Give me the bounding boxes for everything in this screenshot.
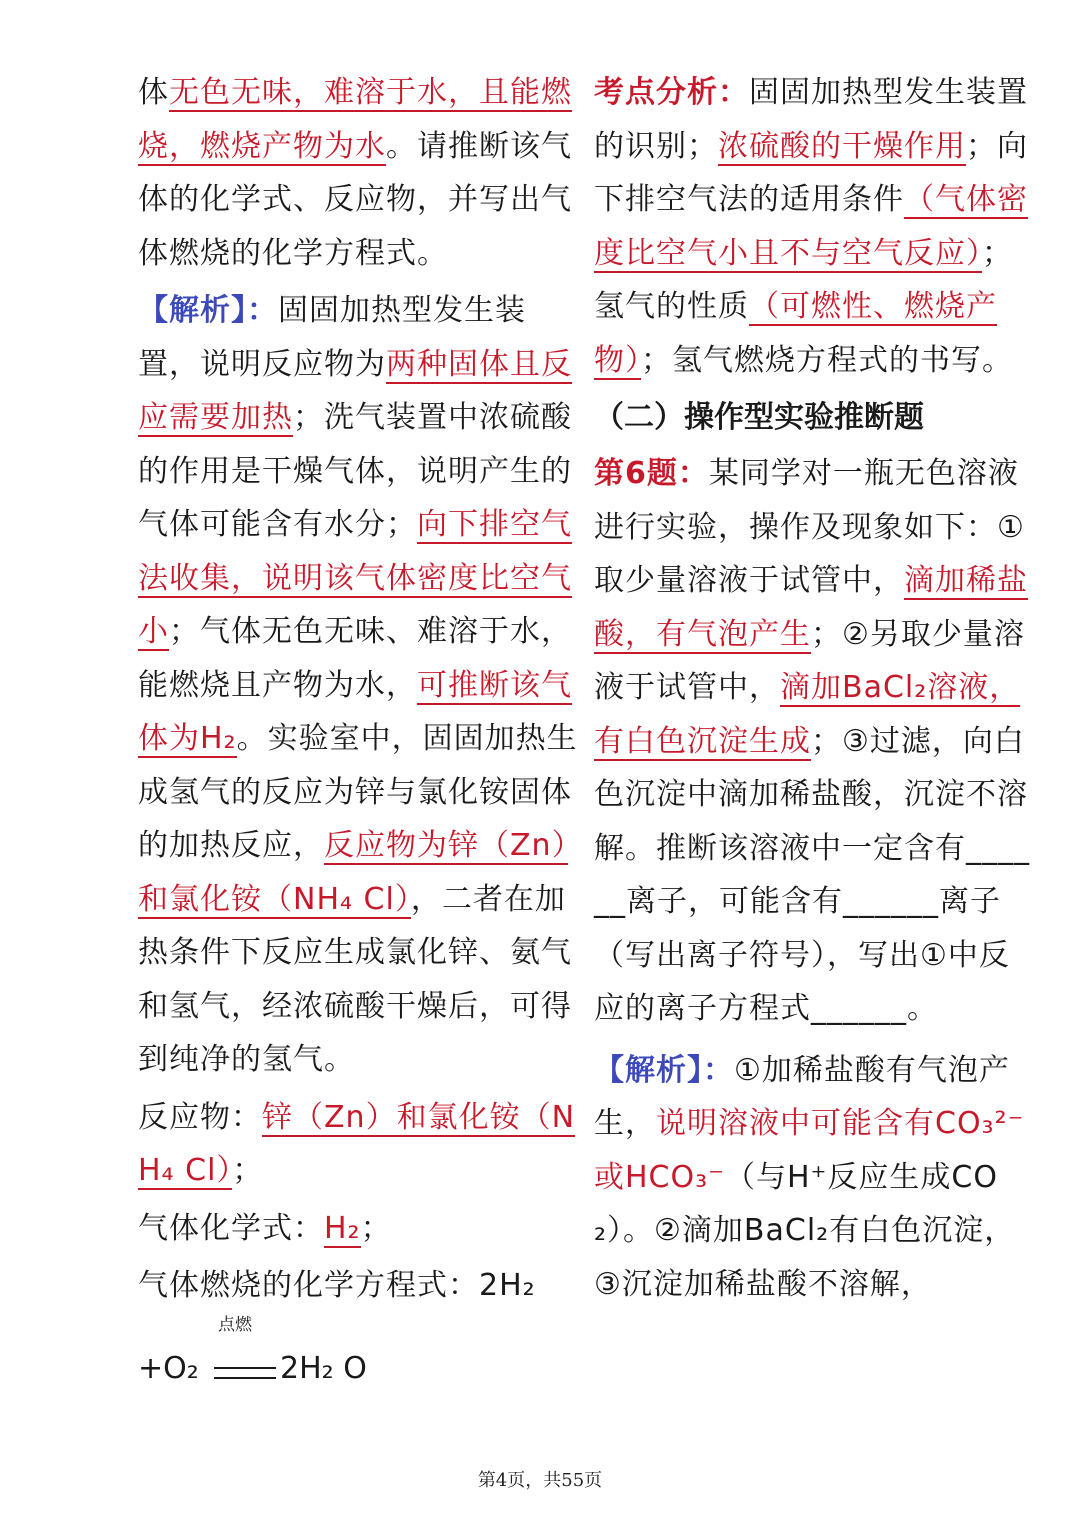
key-points: 考点分析：固固加热型发生装置的识别；浓硫酸的干燥作用；向下排空气法的适用条件（气体密度比空气小且不与空气反应）；氢气的性质（可燃性、燃烧产物）；氢气燃烧方程式的书写。 — [594, 75, 1028, 378]
answer-reactants-value: 锌（Zn）和氯化铵（NH₄ Cl） — [138, 1099, 576, 1188]
left-column — [138, 66, 578, 1399]
solution-paragraph: 【解析】：固固加热型发生装置，说明反应物为两种固体且反应需要加热；洗气装置中浓硫酸的作用是干燥气体，说明产生的气体可能含有水分；向下排空气法收集，说明该气体密度比空气小；气体无色无味、难溶于水，能燃烧且产物为水，可推断该气体为H₂。实验室中，固固加热生成氢气的反应为锌与氯化铵固体的加热反应，反应物为锌（Zn）和氯化铵（NH₄ Cl），二者在加热条件下反应生成氯化锌、氨气和氢气，经浓硫酸干燥后，可得到纯净的氢气。 — [138, 293, 578, 1077]
solution-6-label: 【解析】： — [594, 1052, 734, 1088]
solution-6: 【解析】：①加稀盐酸有气泡产生，说明溶液中可能含有CO₃²⁻或HCO₃⁻（与H⁺反应生成CO₂）。②滴加BaCl₂有白色沉淀，③沉淀加稀盐酸不溶解， — [594, 1052, 1025, 1302]
highlight-gas-properties: 无色无味，难溶于水，且能燃烧，燃烧产物为水 — [138, 75, 572, 164]
question-6-title: 第6题： — [594, 456, 709, 491]
highlight-infer-h2: 可推断该气体为H₂ — [138, 667, 572, 756]
equation-left: +O₂ — [138, 1350, 199, 1386]
highlight-reactants: 反应物为锌（Zn）和氯化铵（NH₄ Cl） — [138, 828, 568, 917]
highlight-conditions: （气体密度比空气小且不与空气反应） — [594, 182, 1028, 271]
highlight-drying: 浓硫酸的干燥作用 — [718, 128, 966, 164]
right-column — [594, 66, 1034, 1311]
answer-formula-value: H₂ — [324, 1210, 361, 1246]
equation-right: 2H₂ O — [280, 1350, 367, 1386]
page-footer: 第4页，共55页 — [477, 1470, 603, 1491]
equation-condition: 点燃 — [218, 1314, 252, 1335]
question-text: 体无色无味，难溶于水，且能燃烧，燃烧产物为水。请推断该气体的化学式、反应物，并写出气体燃烧的化学方程式。 — [138, 75, 572, 271]
combustion-equation — [138, 1314, 578, 1399]
highlight-solid-heating: 两种固体且反应需要加热 — [138, 346, 572, 435]
section-heading: （二）操作型实验推断题 — [594, 400, 924, 435]
answer-formula: 气体化学式：H₂； — [138, 1210, 392, 1246]
question-6: 第6题：某同学对一瓶无色溶液进行实验，操作及现象如下：①取少量溶液于试管中，滴加稀盐酸，有气泡产生；②另取少量溶液于试管中，滴加BaCl₂溶液，有白色沉淀生成；③过滤，向白色沉淀中滴加稀盐酸，沉淀不溶解。推断该溶液中一定含有______离子，可能含有______离子（写出离子符号），写出①中反应的离子方程式______。 — [594, 456, 1030, 1026]
highlight-downward-air: 向下排空气法收集，说明该气体密度比空气小 — [138, 507, 572, 649]
highlight-carbonate: 说明溶液中可能含有CO₃²⁻或HCO₃⁻ — [594, 1106, 1025, 1195]
highlight-properties: （可燃性、燃烧产物） — [594, 289, 997, 378]
answer-reactants: 反应物：锌（Zn）和氯化铵（NH₄ Cl）； — [138, 1099, 576, 1188]
answer-equation-label: 气体燃烧的化学方程式：2H₂ — [138, 1268, 536, 1303]
equals-sign — [214, 1367, 276, 1379]
key-points-label: 考点分析： — [594, 75, 749, 110]
highlight-white-precipitate: 滴加BaCl₂溶液，有白色沉淀生成 — [594, 670, 1021, 759]
highlight-bubbles: 滴加稀盐酸，有气泡产生 — [594, 563, 1028, 652]
solution-label: 【解析】： — [138, 293, 278, 328]
